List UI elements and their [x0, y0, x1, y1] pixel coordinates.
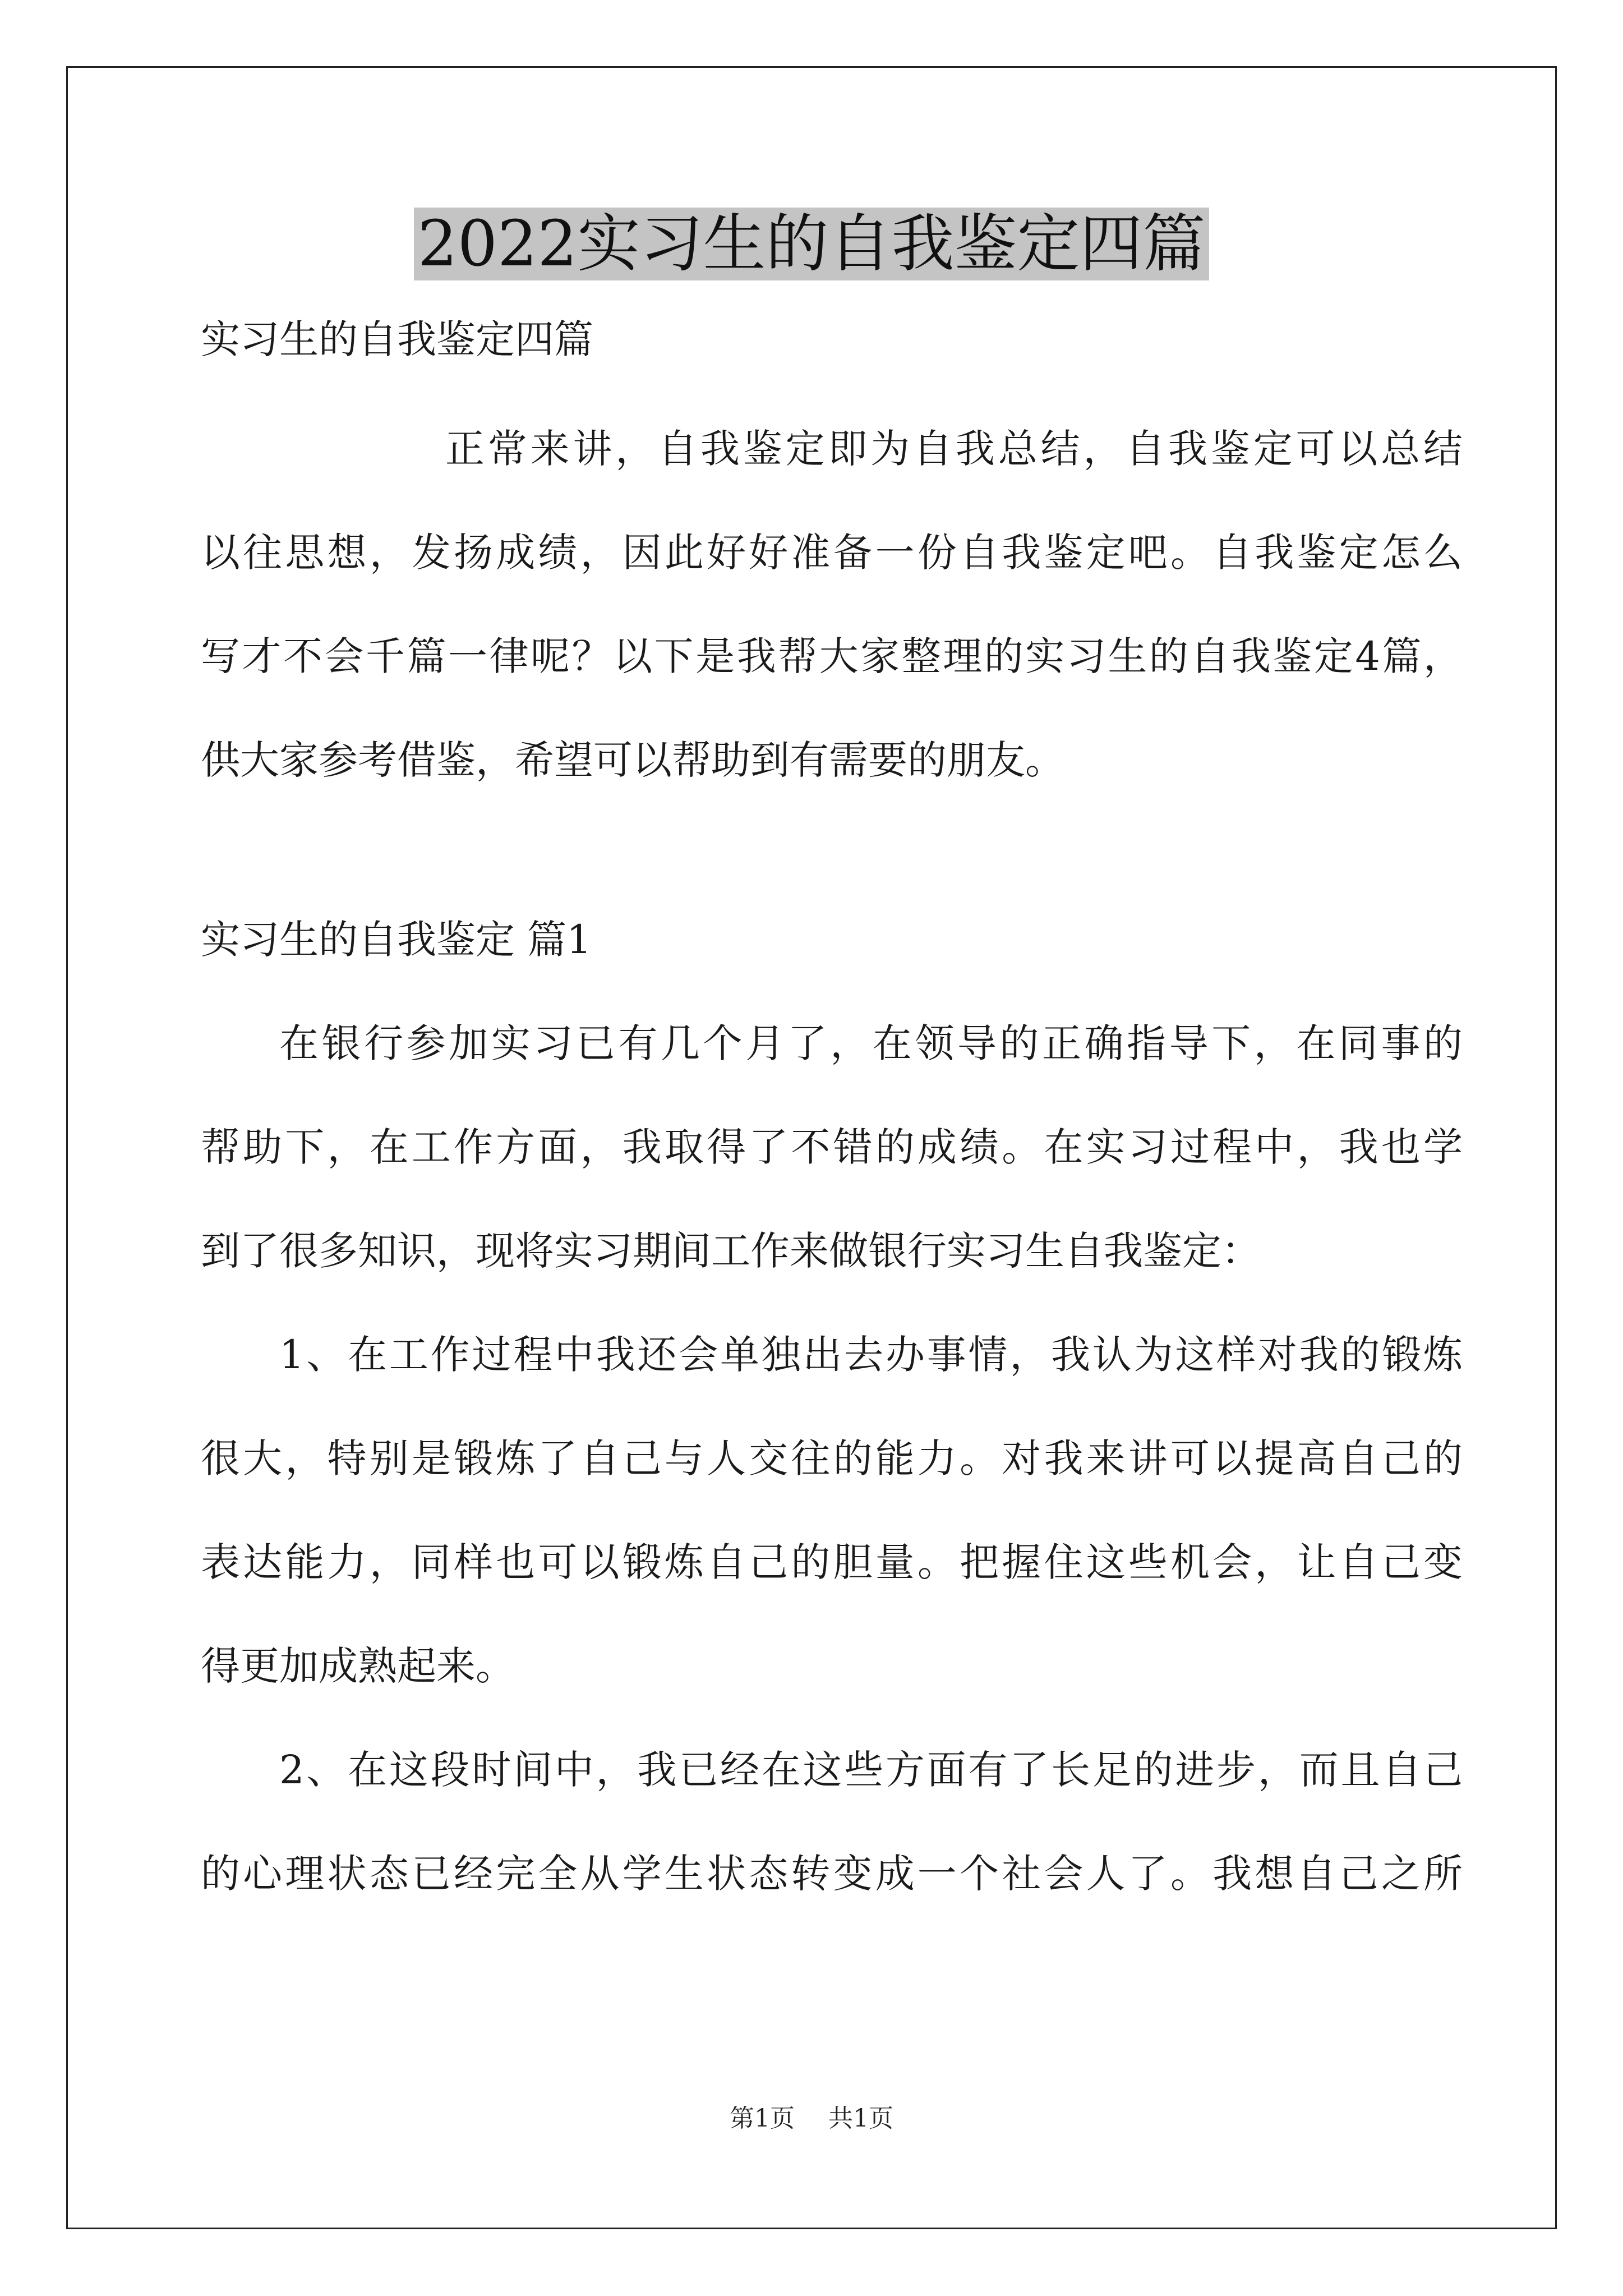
- page-footer: [0, 2098, 1623, 2134]
- paragraph-2-line-3: 表达能力，同样也可以锻炼自己的胆量。把握住这些机会，让自己变: [201, 1539, 1463, 1585]
- paragraph-2-line-2: 很大，特别是锻炼了自己与人交往的能力。对我来讲可以提高自己的: [201, 1435, 1463, 1481]
- title-container: [0, 208, 1623, 280]
- page-number: 第1页: [730, 2104, 795, 2133]
- paragraph-1-line-3: 到了很多知识，现将实习期间工作来做银行实习生自我鉴定：: [201, 1228, 1261, 1274]
- paragraph-2-line-1: 1、在工作过程中我还会单独出去办事情，我认为这样对我的锻炼: [279, 1332, 1463, 1378]
- intro-line-2: 以往思想，发扬成绩，因此好好准备一份自我鉴定吧。自我鉴定怎么: [201, 530, 1463, 576]
- section-heading: 实习生的自我鉴定 篇1: [201, 917, 592, 963]
- document-title: 2022实习生的自我鉴定四篇: [414, 208, 1209, 280]
- page-total: 共1页: [828, 2104, 893, 2133]
- paragraph-2-line-4: 得更加成熟起来。: [201, 1643, 515, 1689]
- paragraph-3-line-2: 的心理状态已经完全从学生状态转变成一个社会人了。我想自己之所: [201, 1851, 1463, 1897]
- paragraph-1-line-1: 在银行参加实习已有几个月了，在领导的正确指导下，在同事的: [279, 1020, 1463, 1066]
- paragraph-1-line-2: 帮助下，在工作方面，我取得了不错的成绩。在实习过程中，我也学: [201, 1124, 1463, 1170]
- paragraph-3-line-1: 2、在这段时间中，我已经在这些方面有了长足的进步，而且自己: [279, 1747, 1463, 1793]
- document-body: [201, 311, 1463, 1949]
- subtitle-line: 实习生的自我鉴定四篇: [201, 316, 593, 362]
- intro-line-4: 供大家参考借鉴，希望可以帮助到有需要的朋友。: [201, 737, 1064, 783]
- section-gap: [201, 836, 1463, 912]
- intro-line-1: 正常来讲，自我鉴定即为自我总结，自我鉴定可以总结: [445, 426, 1463, 472]
- intro-line-3: 写才不会千篇一律呢？以下是我帮大家整理的实习生的自我鉴定4篇，: [201, 633, 1463, 679]
